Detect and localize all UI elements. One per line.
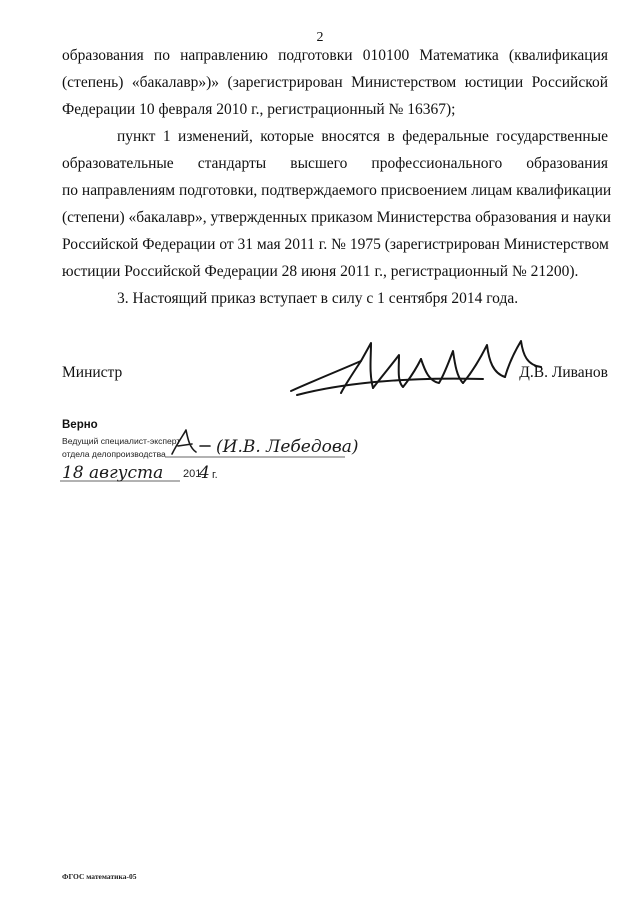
paragraph-line: Российской Федерации от 31 мая 2011 г. № 1975 (зарегистрирован Министерством: [62, 236, 609, 253]
certification-handwriting: [60, 424, 360, 490]
paragraph-line: юстиции Российской Федерации 28 июня 2011 г., регистрационный № 21200).: [62, 263, 579, 280]
paragraph-line: пункт 1 изменений, которые вносятся в федеральные государственные: [117, 128, 608, 145]
signer-name: Д.В. Ливанов: [519, 364, 608, 381]
paragraph-line: образовательные стандарты высшего профессионального образования: [62, 155, 608, 172]
certification-label: Верно: [62, 419, 98, 431]
page-number: 2: [316, 30, 324, 45]
footer-code: ФГОС математика-05: [62, 872, 137, 881]
certification-role: Ведущий специалист-эксперт: [62, 436, 181, 446]
signer-title: Министр: [62, 364, 123, 381]
paragraph-line: Федерации 10 февраля 2010 г., регистрационный № 16367);: [62, 101, 456, 118]
certification-department: отдела делопроизводства: [62, 449, 166, 459]
paragraph-line: образования по направлению подготовки 010100 Математика (квалификация: [62, 47, 608, 64]
paragraph-line: по направлениям подготовки, подтверждаемого присвоением лицам квалификации: [62, 182, 612, 199]
paragraph-line: (степень) «бакалавр»)» (зарегистрирован Министерством юстиции Российской: [62, 74, 608, 91]
paragraph-line: (степени) «бакалавр», утвержденных приказом Министерства образования и науки: [62, 209, 611, 226]
handwritten-year-digit: 4: [199, 463, 210, 483]
year-suffix: г.: [212, 469, 218, 481]
handwritten-date: 18 августа: [62, 463, 164, 483]
handwritten-name: (И.В. Лебедова): [216, 437, 359, 457]
certification-year-prefix: 201: [183, 468, 202, 480]
paragraph-line: 3. Настоящий приказ вступает в силу с 1 сентября 2014 года.: [117, 290, 519, 307]
minister-signature: [283, 333, 553, 403]
